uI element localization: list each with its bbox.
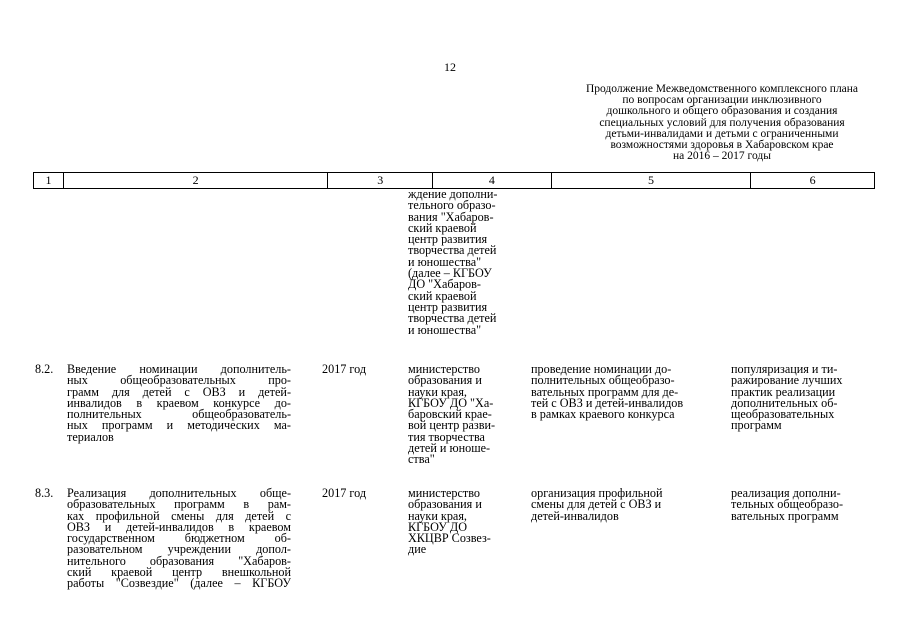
header-line: на 2016 – 2017 годы	[673, 150, 771, 163]
responsible-organization: министерство образования и науки края, КГБОУ ДО "Ха- баровский крае- вой центр разви- тия творчества детей и юноше- ства"	[408, 362, 496, 467]
header-line: возможностями здоровья в Хабаровском крае	[610, 139, 834, 152]
document-header	[548, 84, 896, 162]
expected-result: проведение номинации до- полнительных общеобразо- вательных программ для де- тей с ОВЗ и детей-инвалидов в рамках краевого конкурса	[531, 362, 684, 422]
activity-description: Реализация дополнительных обще- образовательных программ в рам- ках профильной смены для детей с ОВЗ и детей-инвалидов в краевом государственном бюджетном об- разовательном учреждении допол- нительного образования "Хабаров- ский краевой центр внешкольной работы "Созвездие" (далее – КГБОУ	[67, 486, 291, 591]
header-line: Продолжение Межведомственного комплексного плана	[585, 83, 859, 95]
row-number: 8.2.	[35, 362, 54, 376]
column-number: 4	[433, 173, 552, 188]
header-line: по вопросам организации инклюзивного	[622, 94, 822, 107]
header-line: детьми-инвалидами и детьми с ограниченными	[605, 127, 839, 140]
deadline: 2017 год	[322, 486, 367, 500]
column-number: 1	[34, 173, 64, 188]
expected-result: организация профильной смены для детей с ОВЗ и детей-инвалидов	[531, 486, 663, 523]
column-number: 3	[328, 173, 433, 188]
goal-indicator: реализация дополни- тельных общеобразо- вательных программ	[731, 486, 844, 523]
column-number: 2	[64, 173, 328, 188]
deadline: 2017 год	[322, 362, 367, 376]
row-number: 8.3.	[35, 486, 54, 500]
responsible-organization: министерство образования и науки края, КГБОУ ДО ХКЦВР Созвез- дие	[408, 486, 491, 557]
continuation-organization: ждение дополни- тельного образо- вания "Хабаров- ский краевой центр развития творчества детей и юношества" (далее – КГБОУ ДО "Хабаров- ский краевой центр развития творчества детей и юношества"	[408, 187, 498, 337]
header-line: дошкольного и общего образования и создания	[606, 105, 838, 118]
page-number: 12	[444, 60, 456, 74]
column-number: 6	[809, 173, 816, 187]
activity-description: Введение номинации дополнитель- ных общеобразовательных про- грамм для детей с ОВЗ и детей- инвалидов в краевом конкурсе до- полнительных общеобразователь- ных программ и методических ма- териалов	[67, 362, 291, 444]
header-line: специальных условий для получения образования	[599, 116, 845, 129]
column-number: 5	[552, 173, 752, 188]
goal-indicator: популяризация и ти- ражирование лучших практик реализации дополнительных об- щеобразовательных программ	[731, 362, 843, 433]
